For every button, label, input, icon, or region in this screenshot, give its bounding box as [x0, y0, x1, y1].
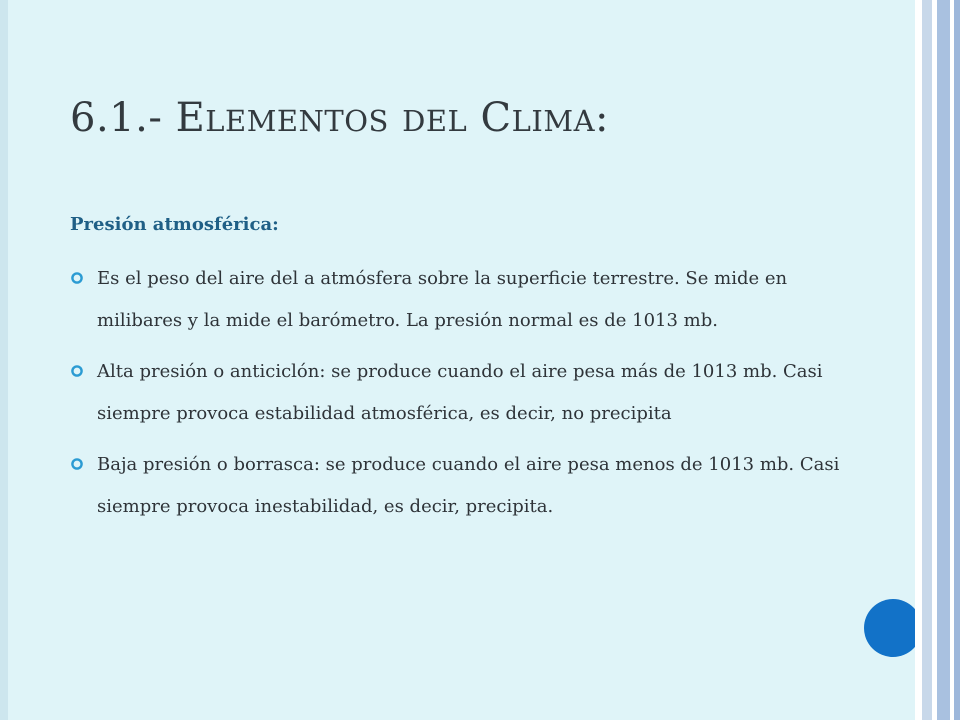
- bullet-item: [70, 258, 850, 342]
- stripe: [922, 0, 932, 720]
- bullet-text: Es el peso del aire del a atmósfera sobre la superficie terrestre. Se mide en milibares y la mide el barómetro. La presión normal es de 1013 mb.: [97, 268, 788, 331]
- ring-bullet-icon: [70, 271, 84, 285]
- bullet-item: [70, 351, 850, 435]
- title-word-3-rest: LIMA: [511, 104, 596, 138]
- right-edge-stripes: [915, 0, 960, 720]
- slide-title: [70, 95, 609, 141]
- bullet-item: [70, 444, 850, 528]
- bullet-text: Baja presión o borrasca: se produce cuando el aire pesa menos de 1013 mb. Casi siempre provoca inestabilidad, es decir, precipita.: [97, 454, 840, 517]
- ring-bullet-icon: [70, 457, 84, 471]
- stripe: [937, 0, 950, 720]
- stripe: [915, 0, 922, 720]
- title-word-1-rest: LEMENTOS: [205, 104, 389, 138]
- title-prefix: 6.1.-: [70, 95, 176, 141]
- title-suffix: :: [595, 95, 609, 141]
- title-word-3-initial: C: [480, 95, 512, 141]
- blue-circle-decoration: [864, 599, 922, 657]
- title-word-1-initial: E: [175, 95, 206, 141]
- bullet-list: [70, 258, 850, 537]
- title-word-2: DEL: [402, 104, 468, 138]
- ring-bullet-icon: [70, 364, 84, 378]
- stripe: [954, 0, 960, 720]
- subheading: Presión atmosférica:: [70, 214, 279, 235]
- bullet-text: Alta presión o anticiclón: se produce cuando el aire pesa más de 1013 mb. Casi siempre provoca estabilidad atmosférica, es decir, no precipita: [97, 361, 823, 424]
